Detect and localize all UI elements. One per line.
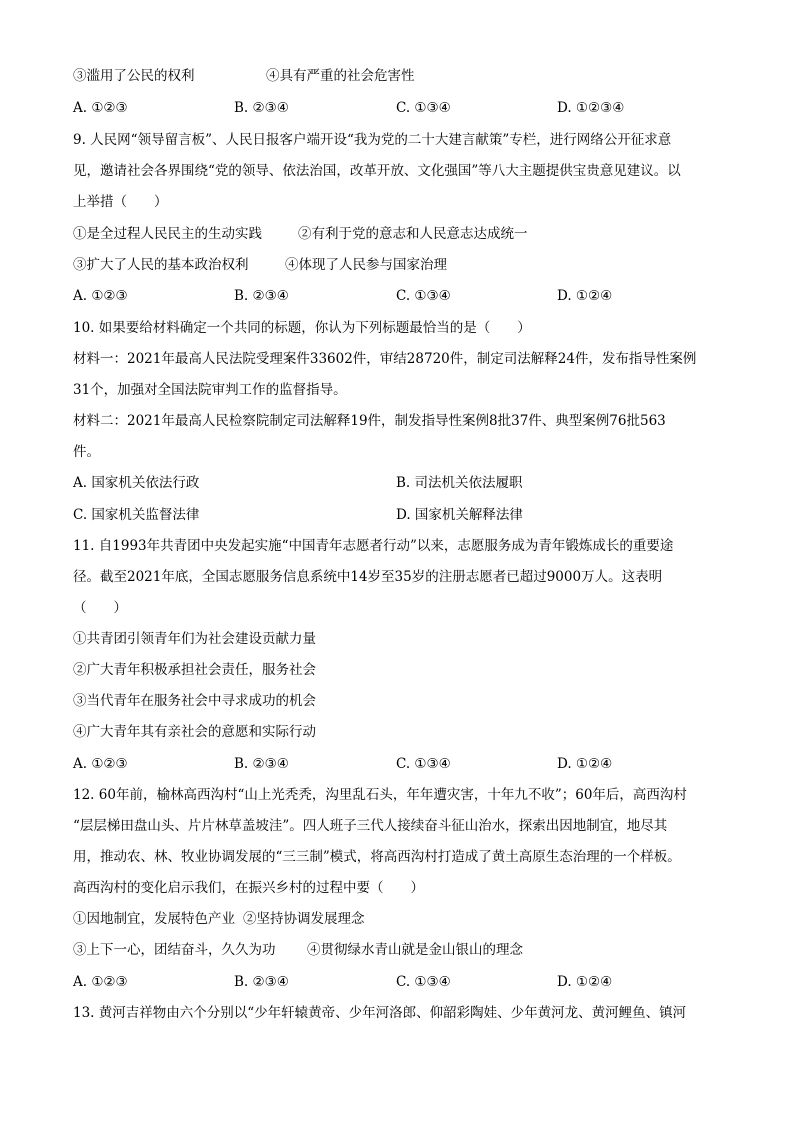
answer-option: A. ①②③ — [73, 974, 128, 990]
statement-pair — [73, 940, 733, 960]
answer-option: B. ②③④ — [234, 288, 289, 304]
text-line: 上举措（ ） — [73, 194, 168, 210]
text-line: （ ） — [73, 600, 127, 616]
statement-pair — [73, 473, 733, 493]
answer-option: B. ②③④ — [234, 756, 289, 772]
answer-option: B. ②③④ — [234, 974, 289, 990]
statement-pair — [73, 224, 733, 244]
text-line: 径。截至2021年底，全国志愿服务信息系统中14岁至35岁的注册志愿者已超过9000万人。这表明 — [73, 569, 663, 585]
statement-item: ④贯彻绿水青山就是金山银山的理念 — [307, 942, 523, 958]
statement-item: ④具有严重的社会危害性 — [266, 68, 415, 84]
answer-options-row — [73, 98, 733, 118]
text-line: 11. 自1993年共青团中央发起实施“中国青年志愿者行动”以来，志愿服务成为青年锻炼成长的重要途 — [73, 538, 674, 554]
answer-option: D. ①②④ — [557, 288, 613, 304]
text-line: 13. 黄河吉祥物由六个分别以“少年轩辕黄帝、少年河洛郎、仰韶彩陶娃、少年黄河龙、黄河鲤鱼、镇河 — [73, 1005, 687, 1021]
text-line: 10. 如果要给材料确定一个共同的标题，你认为下列标题最恰当的是（ ） — [73, 320, 531, 336]
answer-options-row — [73, 754, 733, 774]
answer-option: D. ①②④ — [557, 974, 613, 990]
text-line: 见，邀请社会各界围绕“党的领导、依法治国，改革开放、文化强国”等八大主题提供宝贵意见建议。以 — [73, 163, 681, 179]
statement-item: C. 国家机关监督法律 — [73, 507, 200, 523]
statement-item: ②坚持协调发展理念 — [243, 911, 365, 927]
statement-pair — [73, 505, 733, 525]
text-line: “层层梯田盘山头、片片林草盖坡洼”。四人班子三代人接续奋斗征山治水，探索出因地制宜，地尽其 — [73, 818, 668, 834]
statement-item: D. 国家机关解释法律 — [396, 507, 523, 523]
text-line: 12. 60年前，榆林高西沟村“山上光秃秃，沟里乱石头，年年遭灾害，十年九不收”；60年后，高西沟村 — [73, 787, 687, 803]
text-line: 9. 人民网“领导留言板”、人民日报客户端开设“我为党的二十大建言献策”专栏，进行网络公开征求意 — [73, 132, 672, 148]
text-line: ④广大青年其有亲社会的意愿和实际行动 — [73, 724, 316, 740]
answer-option: C. ①③④ — [396, 756, 451, 772]
statement-item: ④体现了人民参与国家治理 — [285, 257, 447, 273]
statement-item: B. 司法机关依法履职 — [396, 475, 523, 491]
statement-pair — [73, 255, 733, 275]
answer-option: A. ①②③ — [73, 756, 128, 772]
text-line: 31个，加强对全国法院审判工作的监督指导。 — [73, 382, 347, 398]
statement-item: ①因地制宜，发展特色产业 — [73, 911, 235, 927]
text-line: 材料二：2021年最高人民检察院制定司法解释19件，制发指导性案例8批37件、典型案例76批563 — [73, 413, 666, 429]
statement-item: ①是全过程人民民主的生动实践 — [73, 226, 262, 242]
statement-item: ③上下一心，团结奋斗，久久为功 — [73, 942, 276, 958]
statement-item: ③滥用了公民的权利 — [73, 68, 195, 84]
answer-option: A. ①②③ — [73, 100, 128, 116]
answer-option: A. ①②③ — [73, 288, 128, 304]
text-line: 材料一：2021年最高人民法院受理案件33602件，审结28720件，制定司法解释24件，发布指导性案例 — [73, 351, 697, 367]
answer-option: D. ①②④ — [557, 756, 613, 772]
answer-options-row — [73, 972, 733, 992]
statement-pair — [73, 66, 733, 86]
text-line: ②广大青年积极承担社会责任，服务社会 — [73, 662, 316, 678]
statement-item: A. 国家机关依法行政 — [73, 475, 200, 491]
answer-option: B. ②③④ — [234, 100, 289, 116]
text-line: 件。 — [73, 444, 100, 460]
answer-option: C. ①③④ — [396, 974, 451, 990]
text-line: 高西沟村的变化启示我们，在振兴乡村的过程中要（ ） — [73, 880, 424, 896]
text-line: 用，推动农、林、牧业协调发展的“三三制”模式，将高西沟村打造成了黄土高原生态治理的一个样板。 — [73, 849, 681, 865]
answer-option: C. ①③④ — [396, 288, 451, 304]
text-line: ①共青团引领青年们为社会建设贡献力量 — [73, 631, 316, 647]
answer-options-row — [73, 286, 733, 306]
statement-item: ②有利于党的意志和人民意志达成统一 — [298, 226, 528, 242]
statement-pair — [73, 909, 733, 929]
answer-option: D. ①②③④ — [557, 100, 625, 116]
statement-item: ③扩大了人民的基本政治权利 — [73, 257, 249, 273]
answer-option: C. ①③④ — [396, 100, 451, 116]
text-line: ③当代青年在服务社会中寻求成功的机会 — [73, 693, 316, 709]
